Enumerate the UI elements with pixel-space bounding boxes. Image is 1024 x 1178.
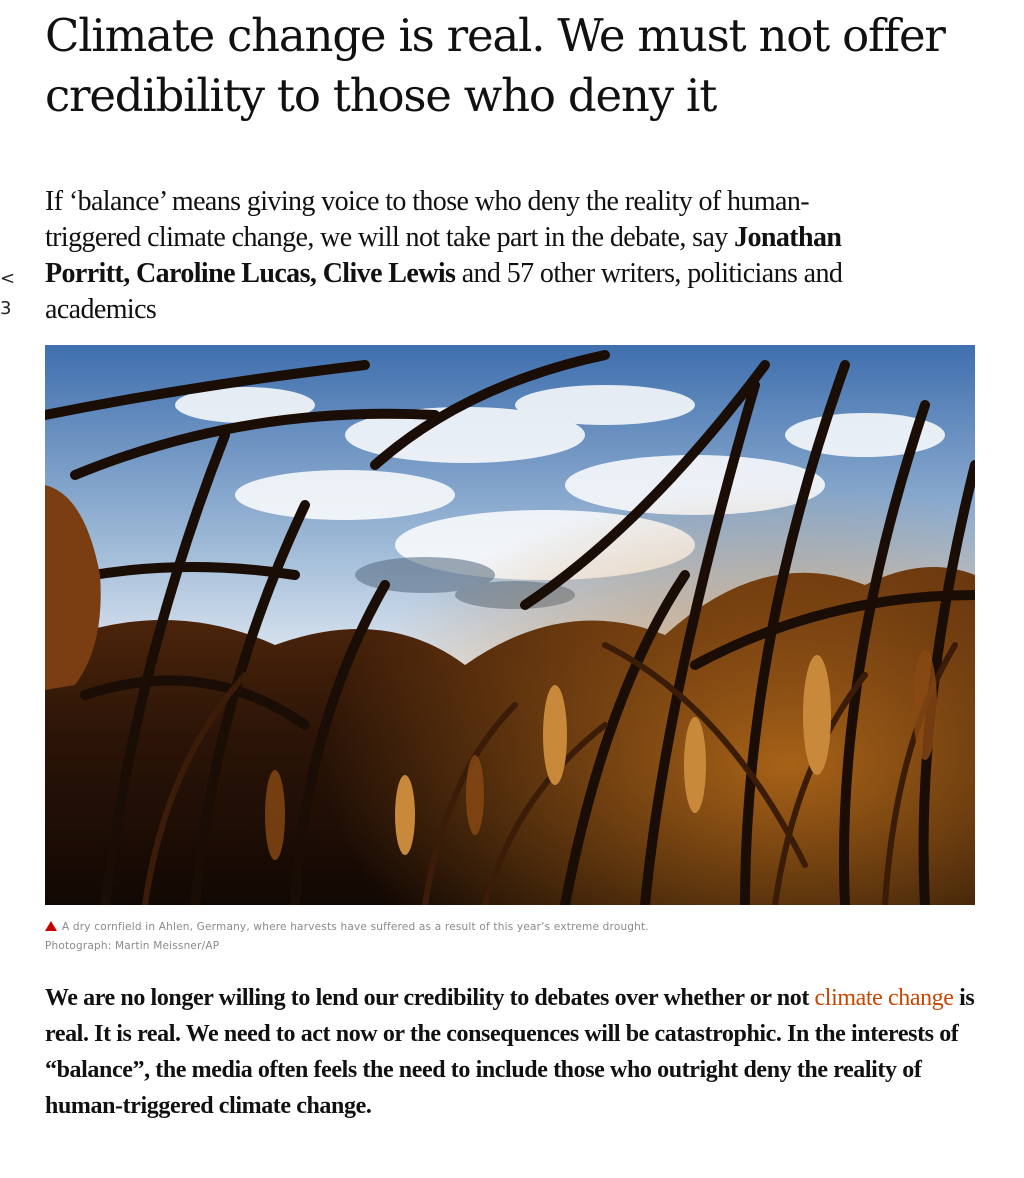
caption-triangle-icon (45, 921, 57, 931)
share-count-fragment[interactable] (0, 264, 20, 324)
standfirst-tail: and 57 other writers, politicians and academics (45, 258, 843, 325)
article-headline: Climate change is real. We must not offer credibility to those who deny it (45, 9, 945, 122)
author-link-porritt[interactable]: Jonathan Porritt (45, 222, 842, 289)
body-text-start: We are no longer willing to lend our credibility to debates over whether or not (45, 985, 815, 1011)
caption-text: A dry cornfield in Ahlen, Germany, where harvests have suffered as a result of this year’s extreme drought. (62, 921, 649, 933)
author-link-lewis[interactable]: Clive Lewis (322, 258, 456, 289)
author-separator: , (123, 258, 136, 289)
body-text-end: is real. It is real. We need to act now or the consequences will be catastrophic. In the interests of “balance”, the media often feels the need to include those who outright deny the reality of human-triggered climate change. (45, 985, 975, 1119)
photo-credit: Photograph: Martin Meissner/AP (45, 940, 220, 952)
author-link-lucas[interactable]: Caroline Lucas (136, 258, 310, 289)
article-photo[interactable] (45, 345, 975, 905)
share-count-text: 3 (0, 298, 12, 319)
standfirst-text: If ‘balance’ means giving voice to those who deny the reality of human-triggered climate change, we will not take part in the debate, say (45, 186, 809, 253)
author-separator: , (309, 258, 323, 289)
climate-change-link[interactable]: climate change (814, 985, 954, 1011)
standfirst (45, 184, 865, 328)
photo-caption (45, 918, 975, 956)
cornfield-illustration (45, 345, 975, 905)
share-icon-fragment[interactable]: < (0, 268, 16, 289)
article-body-paragraph (45, 980, 980, 1124)
